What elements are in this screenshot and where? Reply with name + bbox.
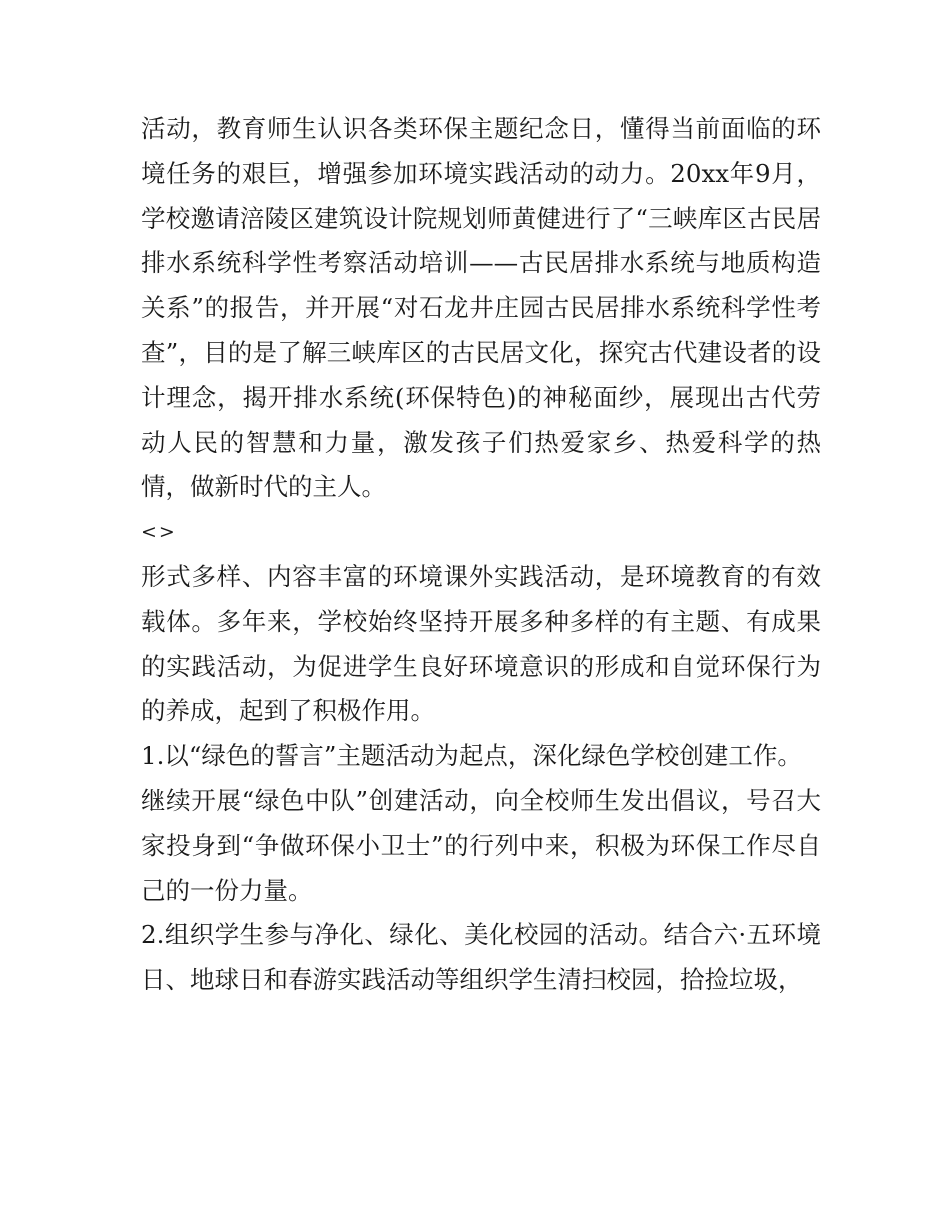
section-marker: <> — [141, 521, 177, 544]
paragraph-activities-intro: 活动，教育师生认识各类环保主题纪念日，懂得当前面临的环境任务的艰巨，增强参加环境实践活动的动力。20xx年9月，学校邀请涪陵区建筑设计院规划师黄健进行了“三峡库区古民居排水系统科学性考察活动培训——古民居排水系统与地质构造关系”的报告，并开展“对石龙井庄园古民居排水系统科学性考查”，目的是了解三峡库区的古民居文化，探究古代建设者的设计理念，揭开排水系统(环保特色)的神秘面纱，展现出古代劳动人民的智慧和力量，激发孩子们热爱家乡、热爱科学的热情，做新时代的主人。 — [141, 114, 821, 502]
paragraph-green-squad: 继续开展“绿色中队”创建活动，向全校师生发出倡议，号召大家投身到“争做环保小卫士”的行列中来，积极为环保工作尽自己的一份力量。 — [141, 785, 821, 905]
document-page — [141, 107, 821, 1003]
list-item-1-heading: 1.以“绿色的誓言”主题活动为起点，深化绿色学校创建工作。 — [141, 741, 802, 771]
paragraph-practice-overview: 形式多样、内容丰富的环境课外实践活动，是环境教育的有效载体。多年来，学校始终坚持开展多种多样的有主题、有成果的实践活动，为促进学生良好环境意识的形成和自觉环保行为的养成，起到了积极作用。 — [141, 561, 821, 726]
list-item-2: 2.组织学生参与净化、绿化、美化校园的活动。结合六·五环境日、地球日和春游实践活动等组织学生清扫校园，拾捡垃圾， — [141, 920, 821, 995]
